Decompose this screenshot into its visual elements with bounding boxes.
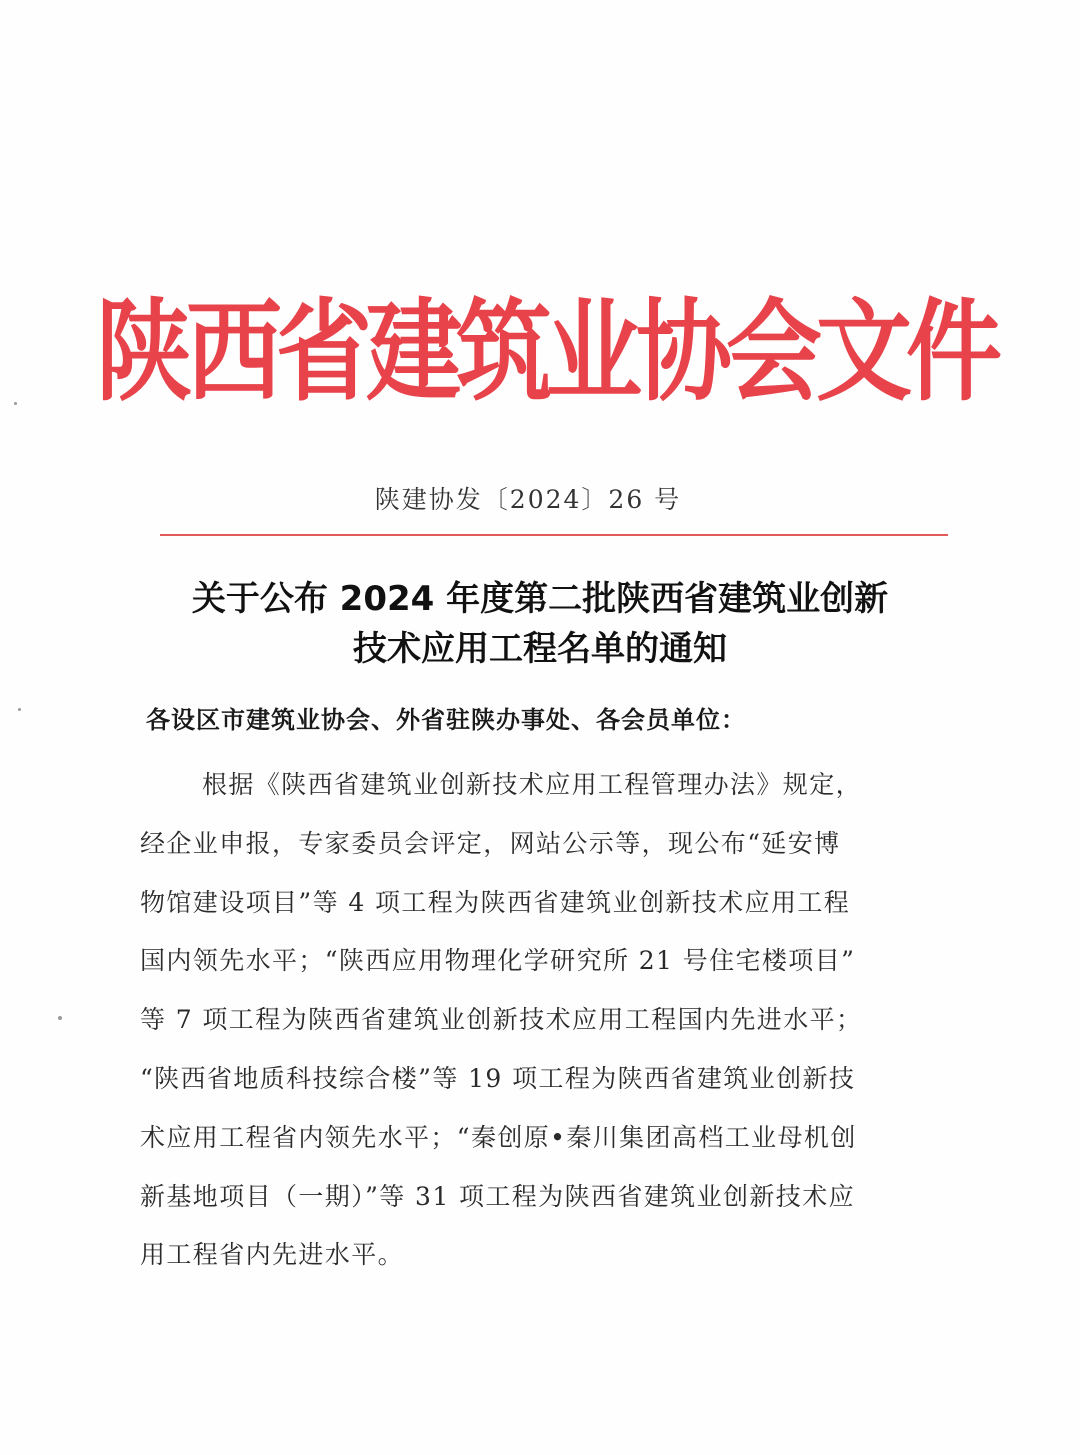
body-paragraph	[140, 756, 960, 1285]
body-line-1: 根据《陕西省建筑业创新技术应用工程管理办法》规定，	[202, 770, 863, 799]
notice-title-line-2: 技术应用工程名单的通知	[353, 629, 727, 669]
masthead-title: 陕西省建筑业协会文件	[96, 286, 996, 417]
document-number: 陕建协发〔2024〕26 号	[374, 485, 682, 514]
scan-speck	[18, 708, 21, 711]
scan-speck	[14, 402, 17, 405]
body-line-5: 等 7 项工程为陕西省建筑业创新技术应用工程国内先进水平；	[140, 1005, 863, 1035]
body-line-3: 物馆建设项目”等 4 项工程为陕西省建筑业创新技术应用工程	[140, 887, 851, 917]
body-line-9: 用工程省内先进水平。	[140, 1240, 405, 1270]
salutation: 各设区市建筑业协会、外省驻陕办事处、各会员单位：	[146, 706, 746, 734]
body-line-4: 国内领先水平；“陕西应用物理化学研究所 21 号住宅楼项目”	[140, 946, 856, 976]
notice-title-line-1: 关于公布 2024 年度第二批陕西省建筑业创新	[191, 579, 889, 619]
body-line-8: 新基地项目（一期）”等 31 项工程为陕西省建筑业创新技术应	[140, 1181, 855, 1211]
red-divider-line	[160, 534, 948, 536]
scan-speck	[58, 1016, 62, 1020]
body-line-6: “陕西省地质科技综合楼”等 19 项工程为陕西省建筑业创新技	[140, 1063, 856, 1093]
body-line-2: 经企业申报，专家委员会评定，网站公示等，现公布“延安博	[140, 828, 841, 858]
body-line-7: 术应用工程省内领先水平；“秦创原•秦川集团高档工业母机创	[140, 1122, 857, 1152]
notice-title	[130, 574, 950, 674]
